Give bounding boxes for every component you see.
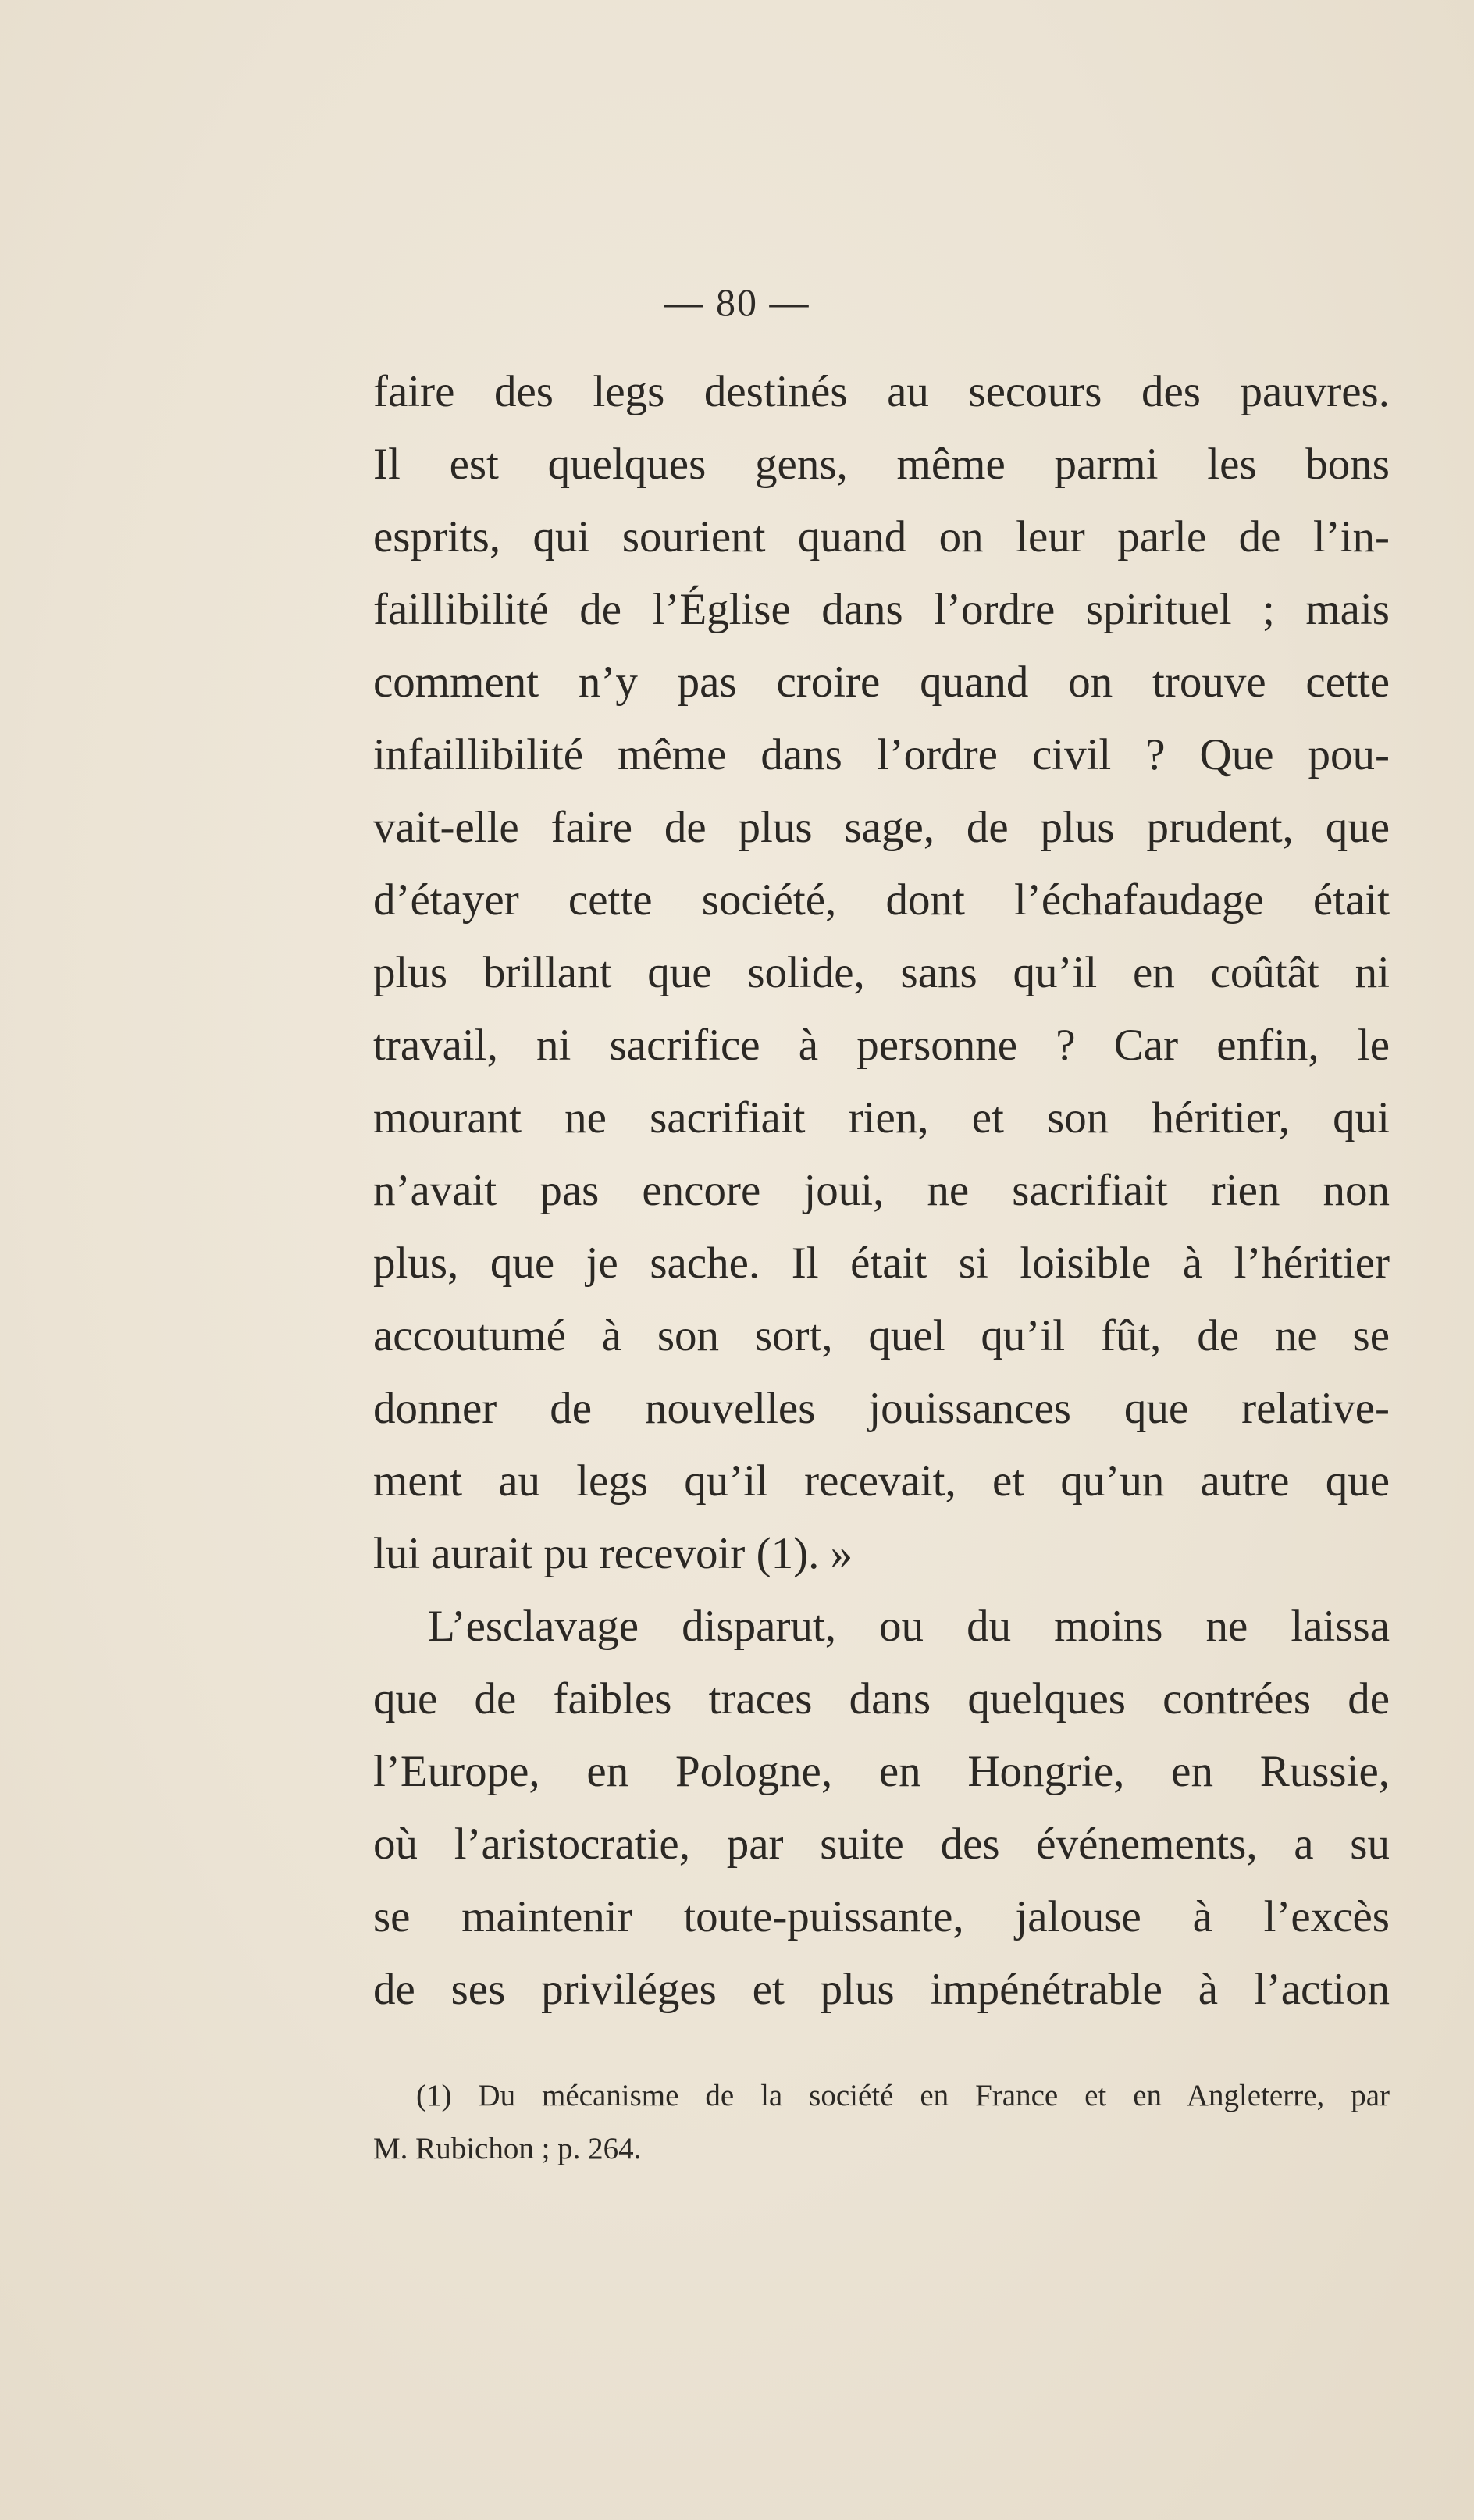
text-line: d’étayer cette société, dont l’échafaudage était	[373, 875, 1390, 925]
text-line: faire des legs destinés au secours des pauvres.	[373, 367, 1390, 416]
text-line: mourant ne sacrifiait rien, et son héritier, qui	[373, 1093, 1390, 1142]
text-line: plus, que je sache. Il était si loisible à l’héritier	[373, 1239, 1390, 1288]
text-line: Il est quelques gens, même parmi les bons	[373, 440, 1390, 489]
paragraph-start-line: L’esclavage disparut, ou du moins ne laissa	[428, 1602, 1390, 1651]
text-line: travail, ni sacrifice à personne ? Car enfin, le	[373, 1021, 1390, 1070]
text-line: donner de nouvelles jouissances que relative-	[373, 1384, 1390, 1433]
text-line: accoutumé à son sort, quel qu’il fût, de ne se	[373, 1311, 1390, 1360]
body-text	[373, 355, 1390, 2026]
text-line: ment au legs qu’il recevait, et qu’un autre que	[373, 1456, 1390, 1506]
text-line: esprits, qui sourient quand on leur parle de l’in-	[373, 512, 1390, 561]
text-line: plus brillant que solide, sans qu’il en coûtât ni	[373, 948, 1390, 997]
text-line: faillibilité de l’Église dans l’ordre spirituel ; mais	[373, 585, 1390, 634]
text-line: vait-elle faire de plus sage, de plus prudent, que	[373, 803, 1390, 852]
text-line: lui aurait pu recevoir (1). »	[373, 1529, 853, 1578]
text-line: de ses priviléges et plus impénétrable à l’action	[373, 1965, 1390, 2014]
text-line: se maintenir toute-puissante, jalouse à l’excès	[373, 1892, 1390, 1941]
text-line: infaillibilité même dans l’ordre civil ? Que pou-	[373, 730, 1390, 779]
text-line: que de faibles traces dans quelques contrées de	[373, 1674, 1390, 1723]
footnote	[373, 2069, 1390, 2176]
text-line: comment n’y pas croire quand on trouve cette	[373, 658, 1390, 707]
footnote-line: M. Rubichon ; p. 264.	[373, 2132, 642, 2165]
text-line: l’Europe, en Pologne, en Hongrie, en Russie,	[373, 1747, 1390, 1796]
text-line: où l’aristocratie, par suite des événements, a su	[373, 1820, 1390, 1869]
footnote-line: (1) Du mécanisme de la société en France et en Angleterre, par	[416, 2079, 1390, 2112]
text-line: n’avait pas encore joui, ne sacrifiait rien non	[373, 1166, 1390, 1215]
page-number: — 80 —	[664, 280, 810, 324]
